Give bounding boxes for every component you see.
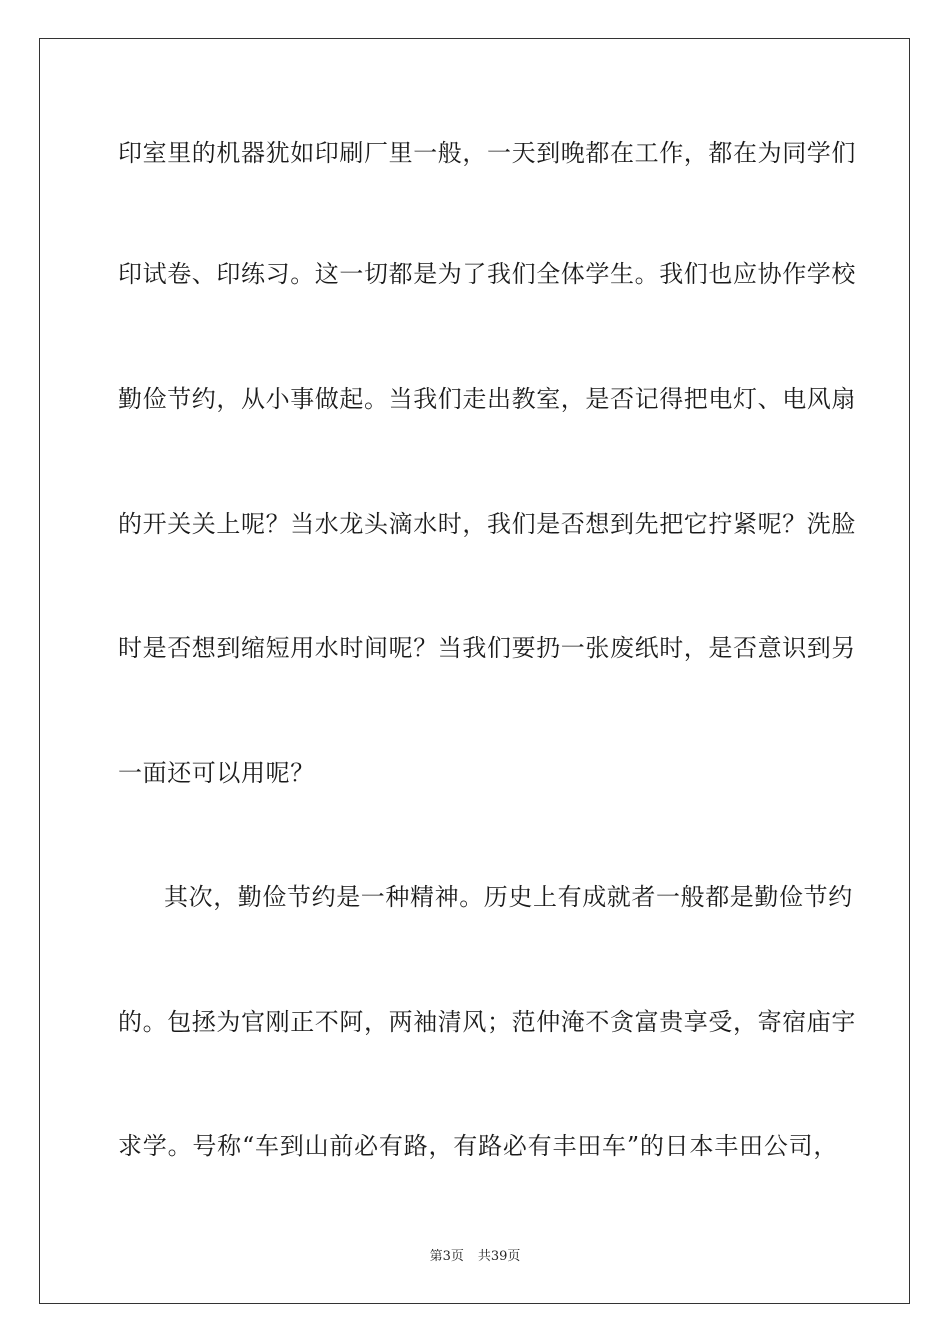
page-total: 共39页 <box>477 1249 521 1264</box>
page-number: 第3页 <box>429 1249 464 1264</box>
text-line: 的开关关上呢？当水龙头滴水时，我们是否想到先把它拧紧呢？洗脸 <box>118 510 856 538</box>
page-footer <box>0 1248 950 1266</box>
text-line: 求学。号称“车到山前必有路，有路必有丰田车”的日本丰田公司， <box>118 1132 838 1160</box>
page-border <box>39 38 910 1304</box>
text-line: 时是否想到缩短用水时间呢？当我们要扔一张废纸时，是否意识到另 <box>118 634 856 662</box>
text-line: 印试卷、印练习。这一切都是为了我们全体学生。我们也应协作学校 <box>118 260 856 288</box>
text-line: 的。包拯为官刚正不阿，两袖清风；范仲淹不贪富贵享受，寄宿庙宇 <box>118 1008 856 1036</box>
text-line: 印室里的机器犹如印刷厂里一般，一天到晚都在工作，都在为同学们 <box>118 139 856 167</box>
text-line: 勤俭节约，从小事做起。当我们走出教室，是否记得把电灯、电风扇 <box>118 385 856 413</box>
paragraph-first-line: 其次，勤俭节约是一种精神。历史上有成就者一般都是勤俭节约 <box>164 883 853 911</box>
text-line: 一面还可以用呢？ <box>118 759 315 787</box>
